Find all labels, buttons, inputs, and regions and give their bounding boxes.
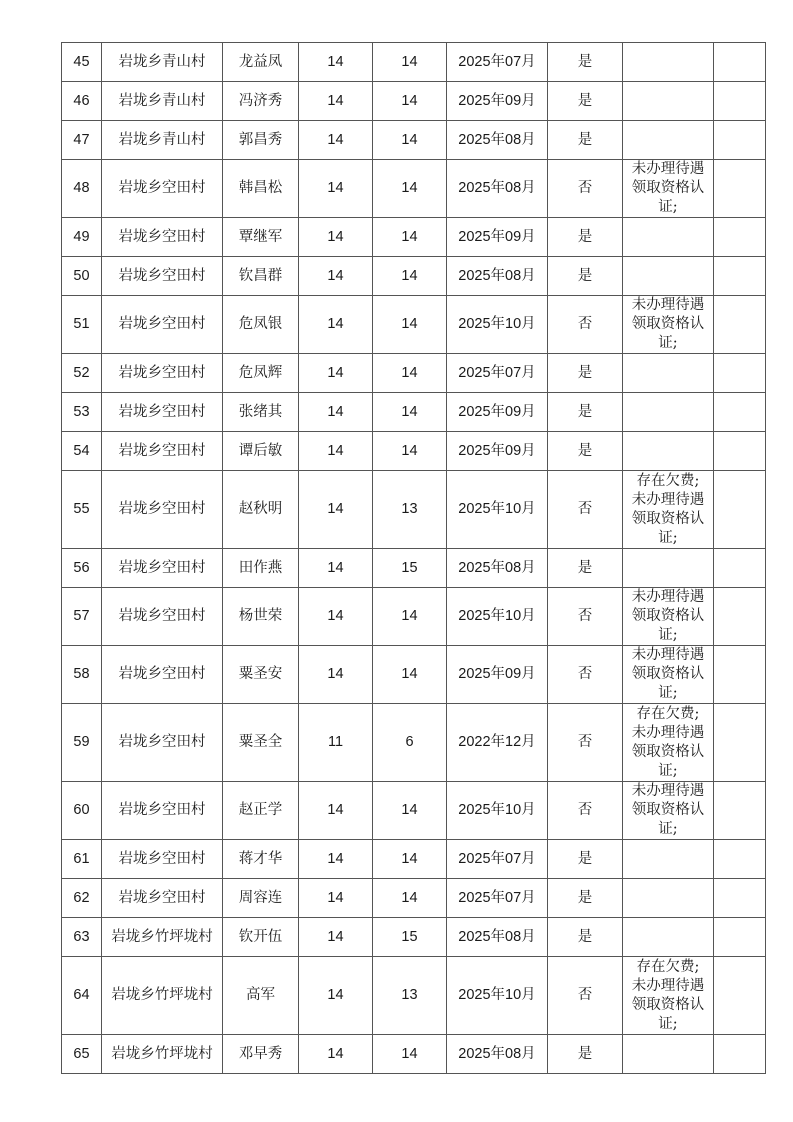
row-number: 63 [62, 918, 102, 957]
value-a: 14 [299, 121, 373, 160]
person-name: 冯济秀 [223, 82, 299, 121]
remark-line: 证; [658, 529, 678, 546]
extra-cell [714, 43, 766, 82]
table-row [62, 43, 766, 82]
value-a: 14 [299, 218, 373, 257]
remark-line: 领取资格认 [631, 316, 705, 332]
person-name: 粟圣安 [223, 646, 299, 704]
month-date: 2025年10月 [447, 588, 548, 646]
value-b: 13 [373, 957, 447, 1035]
extra-cell [714, 296, 766, 354]
month-date: 2025年09月 [447, 82, 548, 121]
month-date: 2025年07月 [447, 879, 548, 918]
value-a: 14 [299, 43, 373, 82]
value-a: 14 [299, 588, 373, 646]
remark-note [623, 879, 714, 918]
remark-note [623, 782, 714, 840]
village-name: 岩垅乡空田村 [102, 393, 223, 432]
remark-note [623, 257, 714, 296]
value-b: 14 [373, 257, 447, 296]
row-number: 50 [62, 257, 102, 296]
table-row [62, 549, 766, 588]
value-b: 14 [373, 354, 447, 393]
remark-note [623, 393, 714, 432]
remark-note [623, 82, 714, 121]
value-a: 14 [299, 296, 373, 354]
village-name: 岩垅乡青山村 [102, 43, 223, 82]
record-table [61, 42, 766, 1074]
table-row [62, 1035, 766, 1074]
value-a: 14 [299, 957, 373, 1035]
status-flag: 否 [548, 296, 623, 354]
extra-cell [714, 432, 766, 471]
row-number: 57 [62, 588, 102, 646]
row-number: 61 [62, 840, 102, 879]
status-flag: 是 [548, 840, 623, 879]
village-name: 岩垅乡空田村 [102, 840, 223, 879]
remark-note [623, 121, 714, 160]
remark-line: 未办理待遇 [631, 724, 705, 741]
village-name: 岩垅乡空田村 [102, 354, 223, 393]
remark-note [623, 549, 714, 588]
remark-line: 存在欠费; [636, 472, 700, 489]
row-number: 49 [62, 218, 102, 257]
status-flag: 是 [548, 82, 623, 121]
status-flag: 是 [548, 354, 623, 393]
person-name: 钦昌群 [223, 257, 299, 296]
remark-note [623, 918, 714, 957]
row-number: 60 [62, 782, 102, 840]
person-name: 郭昌秀 [223, 121, 299, 160]
status-flag: 否 [548, 471, 623, 549]
month-date: 2025年08月 [447, 257, 548, 296]
remark-line: 证; [658, 762, 678, 779]
month-date: 2025年08月 [447, 549, 548, 588]
value-b: 13 [373, 471, 447, 549]
value-a: 11 [299, 704, 373, 782]
month-date: 2025年09月 [447, 218, 548, 257]
person-name: 粟圣全 [223, 704, 299, 782]
status-flag: 否 [548, 957, 623, 1035]
remark-note [623, 704, 714, 782]
village-name: 岩垅乡青山村 [102, 121, 223, 160]
row-number: 48 [62, 160, 102, 218]
extra-cell [714, 840, 766, 879]
value-b: 14 [373, 1035, 447, 1074]
remark-line: 证; [658, 335, 678, 351]
month-date: 2025年08月 [447, 160, 548, 218]
month-date: 2025年07月 [447, 840, 548, 879]
village-name: 岩垅乡空田村 [102, 704, 223, 782]
village-name: 岩垅乡空田村 [102, 257, 223, 296]
table-row [62, 918, 766, 957]
month-date: 2025年07月 [447, 354, 548, 393]
table-row [62, 121, 766, 160]
month-date: 2025年08月 [447, 121, 548, 160]
row-number: 56 [62, 549, 102, 588]
status-flag: 是 [548, 121, 623, 160]
row-number: 65 [62, 1035, 102, 1074]
table-body [62, 43, 766, 1074]
remark-line: 证; [658, 821, 678, 837]
remark-line: 领取资格认 [631, 996, 705, 1013]
remark-line: 证; [658, 199, 678, 215]
value-a: 14 [299, 160, 373, 218]
status-flag: 是 [548, 918, 623, 957]
person-name: 张绪其 [223, 393, 299, 432]
extra-cell [714, 82, 766, 121]
value-a: 14 [299, 354, 373, 393]
status-flag: 否 [548, 588, 623, 646]
value-b: 14 [373, 296, 447, 354]
month-date: 2025年09月 [447, 432, 548, 471]
value-b: 14 [373, 121, 447, 160]
remark-note [623, 588, 714, 646]
extra-cell [714, 782, 766, 840]
person-name: 邓早秀 [223, 1035, 299, 1074]
table-row [62, 354, 766, 393]
status-flag: 否 [548, 782, 623, 840]
village-name: 岩垅乡竹坪垅村 [102, 1035, 223, 1074]
table-row [62, 82, 766, 121]
remark-line: 证; [658, 685, 678, 701]
value-b: 14 [373, 393, 447, 432]
status-flag: 是 [548, 432, 623, 471]
row-number: 51 [62, 296, 102, 354]
extra-cell [714, 646, 766, 704]
remark-line: 领取资格认 [631, 608, 705, 624]
person-name: 危凤银 [223, 296, 299, 354]
extra-cell [714, 588, 766, 646]
status-flag: 是 [548, 879, 623, 918]
village-name: 岩垅乡空田村 [102, 296, 223, 354]
remark-line: 未办理待遇 [631, 589, 705, 605]
village-name: 岩垅乡竹坪垅村 [102, 918, 223, 957]
person-name: 钦开伍 [223, 918, 299, 957]
remark-line: 未办理待遇 [631, 161, 705, 177]
row-number: 52 [62, 354, 102, 393]
village-name: 岩垅乡空田村 [102, 646, 223, 704]
table-row [62, 957, 766, 1035]
row-number: 45 [62, 43, 102, 82]
village-name: 岩垅乡空田村 [102, 782, 223, 840]
table-row [62, 879, 766, 918]
value-b: 14 [373, 588, 447, 646]
extra-cell [714, 354, 766, 393]
village-name: 岩垅乡青山村 [102, 82, 223, 121]
extra-cell [714, 257, 766, 296]
village-name: 岩垅乡空田村 [102, 432, 223, 471]
table-row [62, 160, 766, 218]
table-row [62, 840, 766, 879]
value-a: 14 [299, 918, 373, 957]
remark-line: 领取资格认 [631, 743, 705, 760]
extra-cell [714, 218, 766, 257]
month-date: 2025年08月 [447, 918, 548, 957]
extra-cell [714, 549, 766, 588]
remark-line: 领取资格认 [631, 666, 705, 682]
remark-line: 未办理待遇 [631, 977, 705, 994]
row-number: 59 [62, 704, 102, 782]
value-b: 14 [373, 218, 447, 257]
value-b: 14 [373, 82, 447, 121]
row-number: 54 [62, 432, 102, 471]
table-row [62, 588, 766, 646]
status-flag: 否 [548, 160, 623, 218]
remark-note [623, 354, 714, 393]
value-b: 6 [373, 704, 447, 782]
status-flag: 是 [548, 393, 623, 432]
village-name: 岩垅乡空田村 [102, 588, 223, 646]
remark-line: 未办理待遇 [631, 491, 705, 508]
table-row [62, 296, 766, 354]
month-date: 2025年10月 [447, 782, 548, 840]
remark-note [623, 160, 714, 218]
row-number: 55 [62, 471, 102, 549]
month-date: 2022年12月 [447, 704, 548, 782]
extra-cell [714, 1035, 766, 1074]
value-b: 14 [373, 879, 447, 918]
remark-line: 存在欠费; [636, 705, 700, 722]
status-flag: 否 [548, 646, 623, 704]
person-name: 龙益凤 [223, 43, 299, 82]
month-date: 2025年10月 [447, 957, 548, 1035]
village-name: 岩垅乡空田村 [102, 160, 223, 218]
remark-note [623, 840, 714, 879]
value-b: 15 [373, 549, 447, 588]
remark-line: 领取资格认 [631, 802, 705, 818]
value-b: 15 [373, 918, 447, 957]
remark-note [623, 296, 714, 354]
person-name: 高军 [223, 957, 299, 1035]
remark-note [623, 1035, 714, 1074]
person-name: 赵秋明 [223, 471, 299, 549]
month-date: 2025年09月 [447, 646, 548, 704]
remark-note [623, 432, 714, 471]
person-name: 赵正学 [223, 782, 299, 840]
value-b: 14 [373, 840, 447, 879]
status-flag: 是 [548, 43, 623, 82]
extra-cell [714, 160, 766, 218]
row-number: 64 [62, 957, 102, 1035]
remark-line: 证; [658, 1015, 678, 1032]
village-name: 岩垅乡空田村 [102, 471, 223, 549]
status-flag: 是 [548, 549, 623, 588]
row-number: 53 [62, 393, 102, 432]
remark-note [623, 43, 714, 82]
table-row [62, 393, 766, 432]
village-name: 岩垅乡空田村 [102, 549, 223, 588]
status-flag: 是 [548, 257, 623, 296]
table-row [62, 704, 766, 782]
value-a: 14 [299, 82, 373, 121]
remark-line: 领取资格认 [631, 180, 705, 196]
table-row [62, 257, 766, 296]
person-name: 周容连 [223, 879, 299, 918]
status-flag: 否 [548, 704, 623, 782]
month-date: 2025年10月 [447, 471, 548, 549]
month-date: 2025年08月 [447, 1035, 548, 1074]
status-flag: 是 [548, 1035, 623, 1074]
value-b: 14 [373, 782, 447, 840]
extra-cell [714, 918, 766, 957]
value-a: 14 [299, 393, 373, 432]
row-number: 47 [62, 121, 102, 160]
remark-line: 证; [658, 627, 678, 643]
table-row [62, 471, 766, 549]
person-name: 田作燕 [223, 549, 299, 588]
village-name: 岩垅乡空田村 [102, 879, 223, 918]
value-a: 14 [299, 549, 373, 588]
month-date: 2025年09月 [447, 393, 548, 432]
remark-line: 未办理待遇 [631, 297, 705, 313]
value-b: 14 [373, 160, 447, 218]
person-name: 蒋才华 [223, 840, 299, 879]
remark-note [623, 957, 714, 1035]
extra-cell [714, 393, 766, 432]
value-a: 14 [299, 432, 373, 471]
extra-cell [714, 121, 766, 160]
remark-line: 领取资格认 [631, 510, 705, 527]
value-b: 14 [373, 646, 447, 704]
table-row [62, 646, 766, 704]
extra-cell [714, 704, 766, 782]
value-a: 14 [299, 840, 373, 879]
value-a: 14 [299, 257, 373, 296]
value-a: 14 [299, 782, 373, 840]
status-flag: 是 [548, 218, 623, 257]
month-date: 2025年07月 [447, 43, 548, 82]
person-name: 覃继军 [223, 218, 299, 257]
remark-line: 未办理待遇 [631, 783, 705, 799]
village-name: 岩垅乡竹坪垅村 [102, 957, 223, 1035]
table-row [62, 218, 766, 257]
month-date: 2025年10月 [447, 296, 548, 354]
person-name: 谭后敏 [223, 432, 299, 471]
extra-cell [714, 957, 766, 1035]
value-a: 14 [299, 879, 373, 918]
row-number: 46 [62, 82, 102, 121]
person-name: 杨世荣 [223, 588, 299, 646]
person-name: 韩昌松 [223, 160, 299, 218]
remark-note [623, 646, 714, 704]
value-a: 14 [299, 646, 373, 704]
remark-note [623, 218, 714, 257]
village-name: 岩垅乡空田村 [102, 218, 223, 257]
extra-cell [714, 879, 766, 918]
value-a: 14 [299, 471, 373, 549]
remark-line: 未办理待遇 [631, 647, 705, 663]
extra-cell [714, 471, 766, 549]
remark-line: 存在欠费; [636, 958, 700, 975]
table-row [62, 432, 766, 471]
remark-note [623, 471, 714, 549]
person-name: 危凤辉 [223, 354, 299, 393]
value-b: 14 [373, 432, 447, 471]
value-a: 14 [299, 1035, 373, 1074]
row-number: 62 [62, 879, 102, 918]
row-number: 58 [62, 646, 102, 704]
table-row [62, 782, 766, 840]
value-b: 14 [373, 43, 447, 82]
